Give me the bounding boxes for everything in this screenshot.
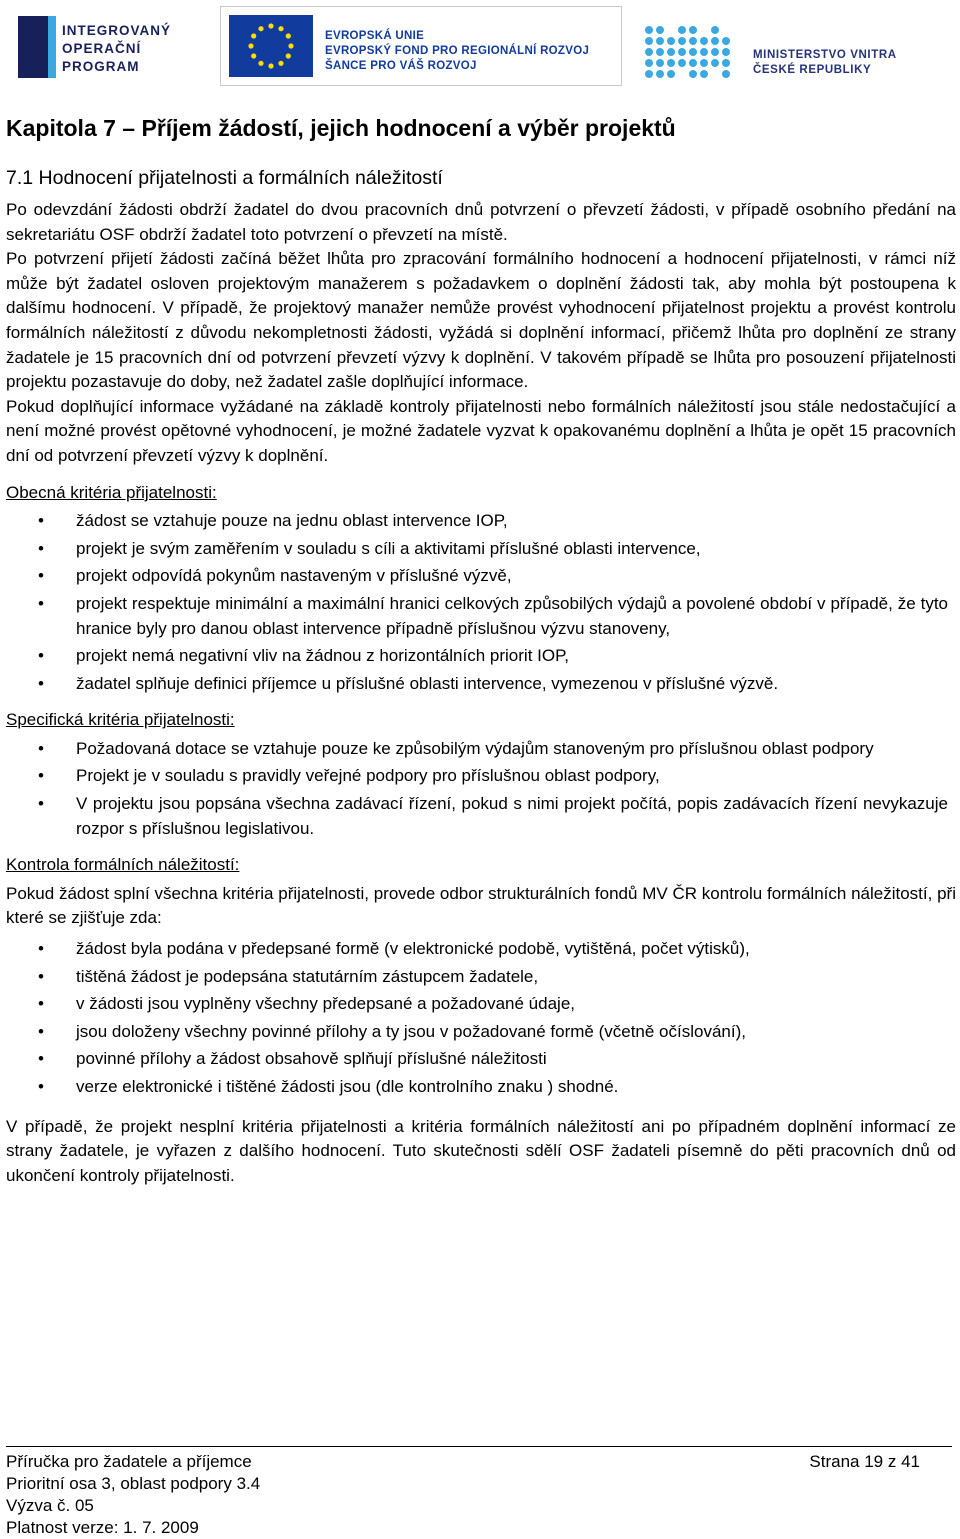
specific-criteria-list — [6, 737, 956, 841]
mv-logo-text: MINISTERSTVO VNITRA ČESKÉ REPUBLIKY — [753, 49, 897, 76]
page-footer — [6, 1446, 952, 1539]
footer-call-number: Výzva č. 05 — [6, 1496, 94, 1515]
list-item: • projekt respektuje minimální a maximální hranici celkových způsobilých výdajů a povolené období v případě, že tyto hranice byly pro danou oblast intervence případně příslušnou výzvu stanoveny, — [6, 592, 956, 641]
specific-criteria-heading: Specifická kritéria přijatelnosti: — [6, 710, 235, 730]
eu-logo — [220, 6, 622, 86]
list-item: • žádost se vztahuje pouze na jednu oblast intervence IOP, — [6, 509, 956, 534]
iop-logo — [12, 14, 212, 80]
list-item: • v žádosti jsou vyplněny všechny předepsané a požadované údaje, — [6, 992, 956, 1017]
list-item: • projekt nemá negativní vliv na žádnou z horizontálních priorit IOP, — [6, 644, 956, 669]
formal-check-intro: Pokud žádost splní všechna kritéria přijatelnosti, provede odbor strukturálních fondů MV ČR kontrolu formálních náležitostí, při které se zjišťuje zda: — [6, 883, 956, 928]
footer-version: Platnost verze: 1. 7. 2009 — [6, 1518, 199, 1537]
list-item: • žadatel splňuje definici příjemce u příslušné oblasti intervence, vymezenou v příslušné výzvě. — [6, 672, 956, 697]
general-criteria-heading: Obecná kritéria přijatelnosti: — [6, 482, 217, 502]
paragraph-deadline: Po potvrzení přijetí žádosti začíná běžet lhůta pro zpracování formálního hodnocení a hodnocení přijatelnosti, v rámci níž může být žadatel osloven projektovým manažerem s požadavkem o doplnění žádosti tak, aby mohla být postoupena k dalšímu hodnocení. V případě, že projektový manažer nemůže provést vyhodnocení přijatelnost projektu a provést kontrolu formálních náležitostí z důvodu nekompletnosti žádosti, vyžádá si doplnění informací, přičemž lhůta pro doplnění ze strany žadatele je 15 pracovních dní od potvrzení převzetí výzvy k doplnění. V takovém případě se lhůta pro posouzení přijatelnosti projektu pozastavuje do doby, než žadatel zašle doplňující informace. — [6, 249, 956, 392]
mv-logo — [643, 22, 943, 88]
header-logos — [0, 0, 960, 92]
eu-flag-icon — [229, 15, 313, 77]
footer-page-number: Strana 19 z 41 — [809, 1452, 920, 1471]
list-item: • tištěná žádost je podepsána statutárním zástupcem žadatele, — [6, 965, 956, 990]
section-title: 7.1 Hodnocení přijatelnosti a formálních náležitostí — [6, 167, 443, 189]
list-item: • projekt je svým zaměřením v souladu s cíli a aktivitami příslušné oblasti intervence, — [6, 537, 956, 562]
document-body — [6, 112, 956, 1188]
list-item: • Projekt je v souladu s pravidly veřejné podpory pro příslušnou oblast podpory, — [6, 764, 956, 789]
general-criteria-list — [6, 509, 956, 696]
list-item: • projekt odpovídá pokynům nastaveným v příslušné výzvě, — [6, 564, 956, 589]
eu-logo-text: EVROPSKÁ UNIE EVROPSKÝ FOND PRO REGIONÁLNÍ ROZVOJ ŠANCE PRO VÁŠ ROZVOJ — [325, 30, 590, 72]
list-item: • V projektu jsou popsána všechna zadávací řízení, pokud s nimi projekt počítá, popis zadávacích řízení nevykazuje rozpor s příslušnou legislativou. — [6, 792, 956, 841]
paragraph-confirmation: Po odevzdání žádosti obdrží žadatel do dvou pracovních dnů potvrzení o převzetí žádosti, v případě osobního předání na sekretariátu OSF obdrží žadatel toto potvrzení o převzetí na místě. — [6, 200, 956, 244]
iop-logo-text: INTEGROVANÝ OPERAČNÍ PROGRAM — [62, 23, 172, 74]
list-item: • Požadovaná dotace se vztahuje pouze ke způsobilým výdajům stanoveným pro příslušnou oblast podpory — [6, 737, 956, 762]
formal-check-closing: V případě, že projekt nesplní kritéria přijatelnosti a kritéria formálních náležitostí ani po případném doplnění informací ze strany žadatele, je vyřazen z dalšího hodnocení. Tuto skutečnosti sdělí OSF žadateli písemně do pěti pracovních dnů od ukončení kontroly přijatelnosti. — [6, 1116, 956, 1185]
formal-check-heading: Kontrola formálních náležitostí: — [6, 855, 240, 875]
list-item: • verze elektronické i tištěné žádosti jsou (dle kontrolního znaku ) shodné. — [6, 1075, 956, 1100]
footer-priority-axis: Prioritní osa 3, oblast podpory 3.4 — [6, 1474, 261, 1493]
chapter-title: Kapitola 7 – Příjem žádostí, jejich hodnocení a výběr projektů — [6, 115, 676, 141]
mv-dots-icon — [643, 22, 739, 86]
paragraph-additional-info: Pokud doplňující informace vyžádané na základě kontroly přijatelnosti nebo formálních náležitostí jsou stále nedostačující a není možné provést opětovné vyhodnocení, je možné žadatele vyzvat k opakovanému doplnění a lhůta je opět 15 pracovních dní od potvrzení převzetí výzvy k doplnění. — [6, 396, 956, 465]
list-item: • povinné přílohy a žádost obsahově splňují příslušné náležitosti — [6, 1047, 956, 1072]
iop-logo-mark — [18, 16, 48, 78]
footer-handbook-title: Příručka pro žadatele a příjemce — [6, 1452, 252, 1471]
formal-check-list — [6, 937, 956, 1100]
list-item: • žádost byla podána v předepsané formě (v elektronické podobě, vytištěná, počet výtisků), — [6, 937, 956, 962]
list-item: • jsou doloženy všechny povinné přílohy a ty jsou v požadované formě (včetně očíslování), — [6, 1020, 956, 1045]
